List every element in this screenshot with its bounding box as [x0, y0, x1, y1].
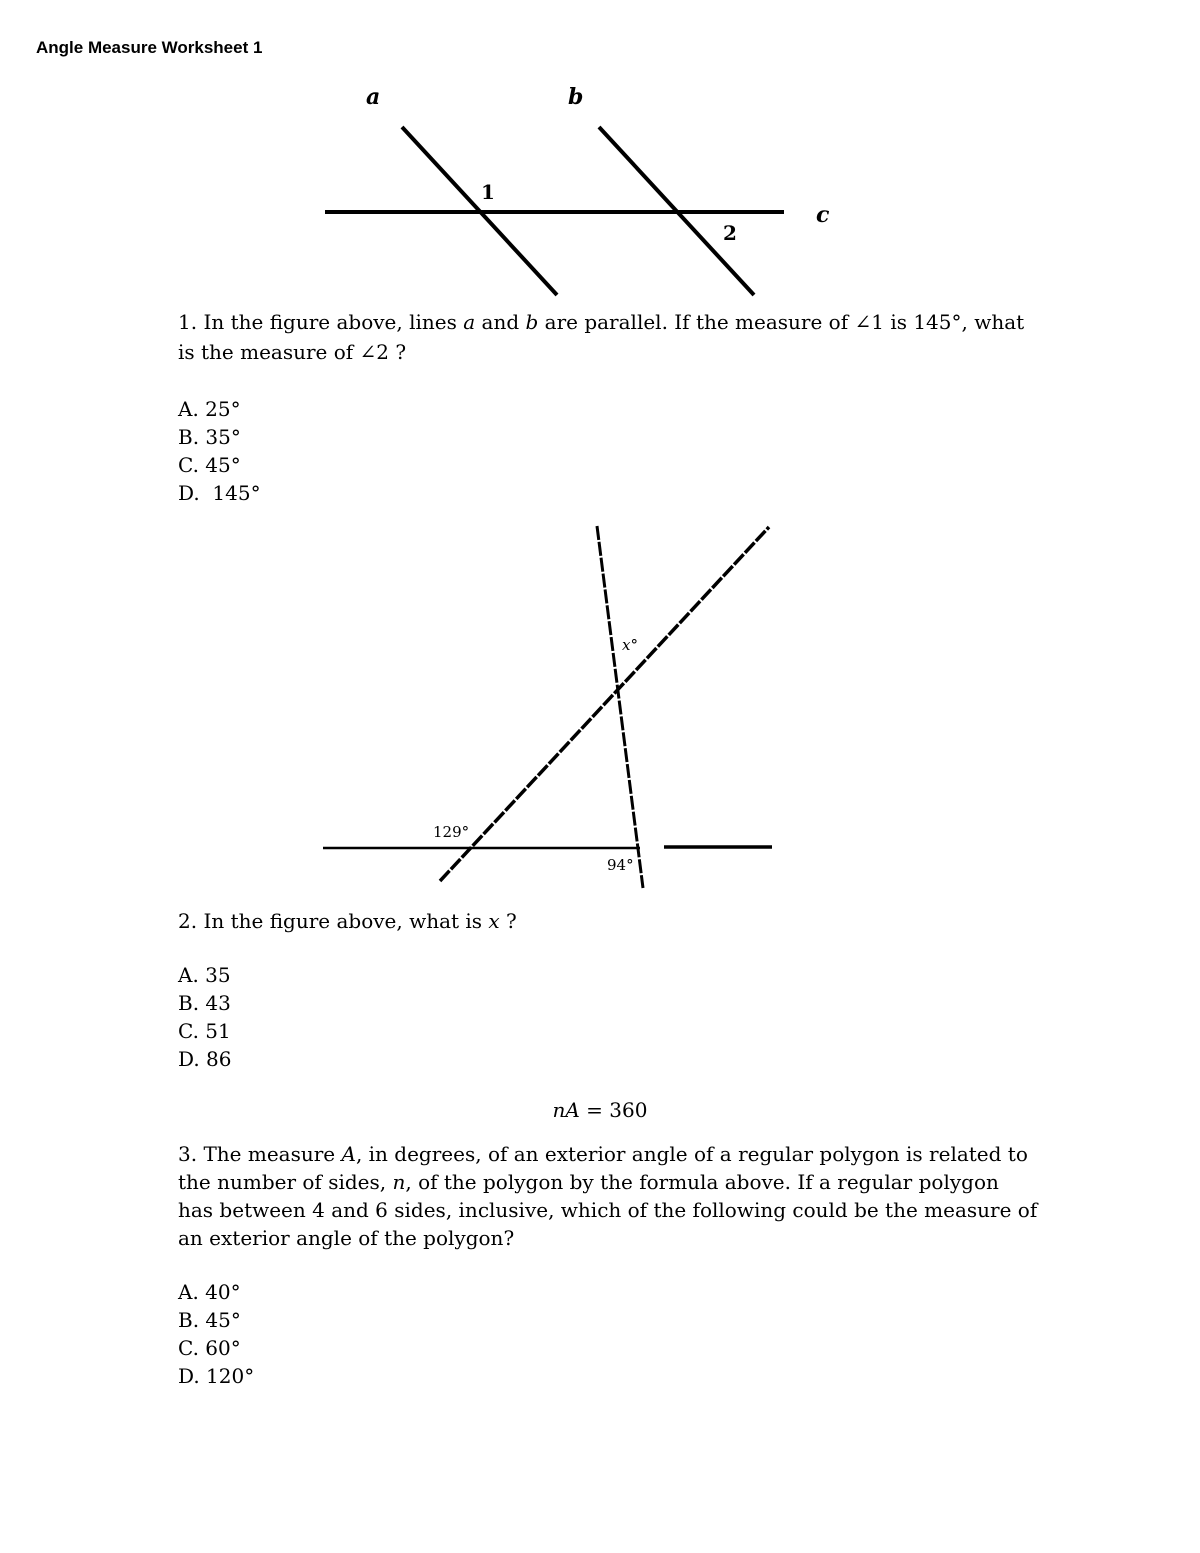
choice-3b[interactable]: B. 45°	[178, 1308, 241, 1332]
formula: nA = 360	[552, 1098, 648, 1122]
question-1: 1. In the figure above, lines a and b are parallel. If the measure of ∠1 is 145°, what is the measure of ∠2 ?	[178, 310, 1025, 364]
choice-3c[interactable]: C. 60°	[178, 1336, 241, 1360]
question-3-choices	[178, 1278, 254, 1390]
choice-1d[interactable]: D. 145°	[178, 481, 261, 505]
question-2: 2. In the figure above, what is x ?	[178, 909, 517, 933]
label-line-c: c	[816, 202, 830, 228]
choice-2a[interactable]: A. 35	[178, 963, 231, 987]
label-line-a: a	[366, 84, 381, 110]
choice-3d[interactable]: D. 120°	[178, 1364, 255, 1388]
choice-2c[interactable]: C. 51	[178, 1019, 231, 1043]
label-angle-2: 2	[723, 221, 737, 245]
question-3: 3. The measure A, in degrees, of an exterior angle of a regular polygon is related to the number of sides, n, of the polygon by the formula above. If a regular polygon has between 4 and 6 sides, inclusive, which of the following could be the measure of an exterior angle of the polygon?	[178, 1142, 1038, 1250]
label-angle-x: x°	[622, 636, 638, 654]
steep-line	[597, 526, 643, 888]
choice-2b[interactable]: B. 43	[178, 991, 231, 1015]
choice-1a[interactable]: A. 25°	[178, 397, 241, 421]
choice-1b[interactable]: B. 35°	[178, 425, 241, 449]
choice-1c[interactable]: C. 45°	[178, 453, 241, 477]
label-angle-129: 129°	[433, 823, 470, 841]
label-angle-94: 94°	[607, 856, 634, 874]
worksheet-title: Angle Measure Worksheet 1	[36, 38, 263, 57]
choice-2d[interactable]: D. 86	[178, 1047, 232, 1071]
choice-3a[interactable]: A. 40°	[178, 1280, 241, 1304]
label-line-b: b	[568, 84, 584, 110]
label-angle-1: 1	[481, 180, 495, 204]
question-2-choices	[178, 961, 232, 1073]
